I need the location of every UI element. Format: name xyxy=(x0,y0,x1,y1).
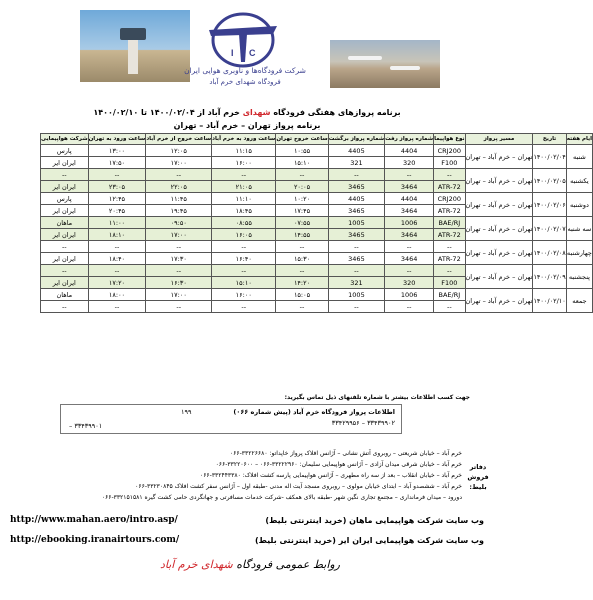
time-cell: ۲۳:۰۵ xyxy=(88,181,146,193)
time-cell: ۱۸:۰۰ xyxy=(88,289,146,301)
flight-return-cell: 3465 xyxy=(328,253,384,265)
aircraft-cell: F100 xyxy=(434,157,465,169)
time-cell: ۲۲:۰۵ xyxy=(146,181,212,193)
time-cell: ۱۷:۲۰ xyxy=(88,277,146,289)
time-cell: -- xyxy=(88,241,146,253)
flight-return-cell: 3465 xyxy=(328,229,384,241)
aircraft-cell: CRJ200 xyxy=(434,145,465,157)
aircraft-cell: ATR-72 xyxy=(434,205,465,217)
table-row xyxy=(41,145,593,157)
airline-cell: ماهان xyxy=(41,217,89,229)
time-cell: ۱۷:۰۰ xyxy=(146,289,212,301)
website-label: وب سایت شرکت هواپیمایی ماهان (خرید اینترنتی بلیط) xyxy=(265,515,484,525)
airport-tower-photo xyxy=(80,10,190,82)
flight-out-cell: -- xyxy=(385,265,434,277)
schedule-title: برنامه پروازهای هفتگی فرودگاه شهدای خرم آباد از ۱۴۰۰/۰۲/۰۴ تا ۱۴۰۰/۰۲/۱۰ xyxy=(93,108,401,117)
time-cell: ۰۸:۵۵ xyxy=(212,217,276,229)
footer-signature: روابط عمومی فرودگاه شهدای خرم آباد xyxy=(159,558,340,571)
aircraft-cell: -- xyxy=(434,169,465,181)
airline-cell: پارس xyxy=(41,193,89,205)
route-cell: تهران – خرم آباد – تهران xyxy=(465,217,533,241)
time-cell: -- xyxy=(88,265,146,277)
airplane-icon xyxy=(390,66,420,70)
time-cell: -- xyxy=(276,241,328,253)
office-line: خرم آباد – خیابان شریعتی – روبروی آتش نشانی – آژانس افلاک پرواز خاپداتو: ۳۳۲۲۶۶۸۰-۰۶۶ xyxy=(229,450,462,457)
column-header: شماره پرواز رفت xyxy=(385,134,434,145)
table-row xyxy=(41,241,593,253)
table-row xyxy=(41,217,593,229)
day-cell: دوشنبه xyxy=(566,193,592,217)
time-cell: ۱۷:۴۵ xyxy=(276,205,328,217)
airline-cell: ایران ایر xyxy=(41,253,89,265)
flight-out-cell: 1006 xyxy=(385,289,434,301)
offices-label: دفاتر فروش بلیط: xyxy=(467,463,489,491)
column-header: نوع هواپیما xyxy=(434,134,465,145)
aircraft-cell: -- xyxy=(434,301,465,313)
column-header: ساعت خروج از خرم آباد xyxy=(146,134,212,145)
flight-return-cell: 4405 xyxy=(328,145,384,157)
office-line: خرم آباد – ششصدو آباد – ابتدای خیابان مولوی – روبروی مسجد آیت اله مدنی -طبقه اول – آژانس سفر کشت افلاک ۳۳۲۳۰۸۴۵-۰۶۶ xyxy=(135,483,462,490)
flight-info-box xyxy=(60,404,402,434)
control-tower-icon xyxy=(120,28,146,74)
time-cell: -- xyxy=(212,241,276,253)
flight-return-cell: -- xyxy=(328,265,384,277)
day-cell: چهارشنبه xyxy=(566,241,592,265)
info-code: ۱۹۹ xyxy=(181,408,192,416)
aircraft-cell: BAE/RJ xyxy=(434,217,465,229)
route-cell: تهران – خرم آباد – تهران xyxy=(465,169,533,193)
time-cell: ۱۱:۰۰ xyxy=(88,217,146,229)
time-cell: ۱۸:۴۵ xyxy=(212,205,276,217)
day-cell: شنبه xyxy=(566,145,592,169)
airline-cell: ماهان xyxy=(41,289,89,301)
airline-cell: ایران ایر xyxy=(41,229,89,241)
table-row xyxy=(41,193,593,205)
time-cell: ۱۴:۵۵ xyxy=(276,229,328,241)
time-cell: ۱۷:۰۰ xyxy=(146,229,212,241)
route-title: برنامه پرواز تهران – خرم آباد – تهران xyxy=(173,121,321,130)
route-cell: تهران – خرم آباد – تهران xyxy=(465,145,533,169)
airline-cell: ایران ایر xyxy=(41,205,89,217)
airline-cell: ایران ایر xyxy=(41,277,89,289)
time-cell: ۱۱:۱۵ xyxy=(212,145,276,157)
time-cell: ۲۰:۴۵ xyxy=(88,205,146,217)
time-cell: ۱۶:۰۰ xyxy=(212,289,276,301)
flight-out-cell: 320 xyxy=(385,277,434,289)
day-cell: جمعه xyxy=(566,289,592,313)
time-cell: ۱۲:۰۵ xyxy=(146,145,212,157)
time-cell: ۱۷:۰۰ xyxy=(146,157,212,169)
sales-offices-list xyxy=(10,448,462,503)
flight-return-cell: 321 xyxy=(328,277,384,289)
aircraft-cell: -- xyxy=(434,265,465,277)
aircraft-cell: -- xyxy=(434,241,465,253)
website-row xyxy=(10,530,484,550)
route-cell: تهران – خرم آباد – تهران xyxy=(465,241,533,265)
time-cell: ۱۴:۲۰ xyxy=(276,277,328,289)
flight-return-cell: 1005 xyxy=(328,217,384,229)
flight-out-cell: 3464 xyxy=(385,253,434,265)
table-row xyxy=(41,169,593,181)
time-cell: -- xyxy=(276,301,328,313)
time-cell: ۱۵:۳۰ xyxy=(276,253,328,265)
time-cell: ۱۲:۴۵ xyxy=(88,193,146,205)
aircraft-cell: CRJ200 xyxy=(434,193,465,205)
date-cell: ۱۴۰۰/۰۲/۰۶ xyxy=(533,193,566,217)
websites-list xyxy=(10,510,484,550)
svg-text:C: C xyxy=(249,48,256,58)
route-cell: تهران – خرم آباد – تهران xyxy=(465,193,533,217)
flight-out-cell: 3464 xyxy=(385,229,434,241)
info-phone: ۳۳۴۳۹۹۰۲ – ۳۳۴۲۹۹۵۶ xyxy=(331,419,395,427)
time-cell: ۱۶:۰۵ xyxy=(212,229,276,241)
office-line: دورود – میدان فرمانداری – مجتمع تجاری نگین شهر -طبقه بالای همکف -شرکت خدمات مسافرتی و جهانگردی حامی کشت گیره ۳۳۲۱۵۱۵۸۱-۰۶۶ xyxy=(101,494,462,501)
column-header: شرکت هواپیمایی xyxy=(41,134,89,145)
airline-cell: -- xyxy=(41,265,89,277)
date-cell: ۱۴۰۰/۰۲/۱۰ xyxy=(533,289,566,313)
time-cell: ۱۶:۳۰ xyxy=(146,277,212,289)
aircraft-cell: F100 xyxy=(434,277,465,289)
date-cell: ۱۴۰۰/۰۲/۰۸ xyxy=(533,241,566,265)
time-cell: ۱۱:۱۰ xyxy=(212,193,276,205)
time-cell: ۱۹:۴۵ xyxy=(146,205,212,217)
route-cell: تهران – خرم آباد – تهران xyxy=(465,265,533,289)
column-header: ایام هفته xyxy=(566,134,592,145)
flight-out-cell: 1006 xyxy=(385,217,434,229)
time-cell: ۱۵:۱۰ xyxy=(276,157,328,169)
time-cell: -- xyxy=(276,265,328,277)
column-header: ساعت ورود به خرم آباد xyxy=(212,134,276,145)
time-cell: -- xyxy=(88,301,146,313)
time-cell: ۱۶:۴۰ xyxy=(212,253,276,265)
flight-return-cell: 3465 xyxy=(328,181,384,193)
day-cell: یکشنبه xyxy=(566,169,592,193)
airplane-icon xyxy=(348,56,382,60)
day-cell: سه شنبه xyxy=(566,217,592,241)
website-label: وب سایت شرکت هواپیمایی ایران ایر (خرید اینترنتی بلیط) xyxy=(254,535,484,545)
flight-return-cell: 321 xyxy=(328,157,384,169)
flight-return-cell: 1005 xyxy=(328,289,384,301)
flight-out-cell: -- xyxy=(385,169,434,181)
time-cell: -- xyxy=(146,265,212,277)
runway-photo xyxy=(330,40,440,88)
time-cell: -- xyxy=(146,241,212,253)
time-cell: ۲۰:۰۵ xyxy=(276,181,328,193)
website-link[interactable]: http://ebooking.iranairtours.com/ xyxy=(10,535,180,545)
contact-note: جهت کسب اطلاعات بیشتر با شماره تلفنهای ذیل تماس بگیرید: xyxy=(284,394,470,401)
airline-cell: -- xyxy=(41,241,89,253)
aircraft-cell: ATR-72 xyxy=(434,181,465,193)
time-cell: ۱۷:۳۰ xyxy=(146,253,212,265)
airline-cell: -- xyxy=(41,301,89,313)
flight-return-cell: 3465 xyxy=(328,205,384,217)
flight-out-cell: 320 xyxy=(385,157,434,169)
flight-return-cell: 4405 xyxy=(328,193,384,205)
time-cell: ۰۹:۵۰ xyxy=(146,217,212,229)
flight-return-cell: -- xyxy=(328,169,384,181)
flight-return-cell: -- xyxy=(328,241,384,253)
time-cell: -- xyxy=(146,169,212,181)
column-header: شماره پرواز برگشت xyxy=(328,134,384,145)
time-cell: ۱۰:۲۰ xyxy=(276,193,328,205)
aircraft-cell: ATR-72 xyxy=(434,253,465,265)
date-cell: ۱۴۰۰/۰۲/۰۵ xyxy=(533,169,566,193)
aircraft-cell: BAE/RJ xyxy=(434,289,465,301)
route-cell: تهران – خرم آباد – تهران xyxy=(465,289,533,313)
date-cell: ۱۴۰۰/۰۲/۰۹ xyxy=(533,265,566,289)
column-header: ساعت خروج تهران xyxy=(276,134,328,145)
flight-out-cell: 3464 xyxy=(385,181,434,193)
airline-cell: پارس xyxy=(41,145,89,157)
flight-out-cell: 4404 xyxy=(385,193,434,205)
website-row xyxy=(10,510,484,530)
time-cell: -- xyxy=(212,169,276,181)
flight-out-cell: -- xyxy=(385,241,434,253)
time-cell: -- xyxy=(212,265,276,277)
flight-out-cell: 4404 xyxy=(385,145,434,157)
time-cell: ۱۵:۱۰ xyxy=(212,277,276,289)
time-cell: ۱۸:۴۰ xyxy=(88,253,146,265)
time-cell: -- xyxy=(212,301,276,313)
time-cell: ۲۱:۰۵ xyxy=(212,181,276,193)
day-cell: پنجشنبه xyxy=(566,265,592,289)
org-name: شرکت فرودگاه‌ها و ناوبری هوایی ایران xyxy=(184,66,306,75)
column-header: ساعت ورود به تهران xyxy=(88,134,146,145)
table-row xyxy=(41,265,593,277)
date-cell: ۱۴۰۰/۰۲/۰۴ xyxy=(533,145,566,169)
flight-return-cell: -- xyxy=(328,301,384,313)
website-link[interactable]: http://www.mahan.aero/intro.asp/ xyxy=(10,515,178,525)
org-subtitle: فرودگاه شهدای خرم آباد xyxy=(209,78,281,86)
airline-cell: ایران ایر xyxy=(41,157,89,169)
flight-out-cell: 3464 xyxy=(385,205,434,217)
time-cell: -- xyxy=(276,169,328,181)
time-cell: ۰۷:۵۵ xyxy=(276,217,328,229)
column-header: تاریخ xyxy=(533,134,566,145)
time-cell: ۱۷:۵۰ xyxy=(88,157,146,169)
info-phone: ۳۳۴۳۹۹۰۱ – xyxy=(69,422,103,430)
flight-out-cell: -- xyxy=(385,301,434,313)
office-line: خرم آباد – خیابان شرقی میدان آزادی – آژانس هواپیمایی سلیمان: ۳۳۲۲۲۹۶۰-۰۶۶ – ۳۳۲۲۰۶۰۰-۰۶۶ xyxy=(215,461,462,468)
time-cell: ۱۵:۰۵ xyxy=(276,289,328,301)
airline-cell: -- xyxy=(41,169,89,181)
table-row xyxy=(41,289,593,301)
svg-text:I: I xyxy=(231,48,234,58)
date-cell: ۱۴۰۰/۰۲/۰۷ xyxy=(533,217,566,241)
time-cell: ۱۶:۰۰ xyxy=(212,157,276,169)
time-cell: -- xyxy=(88,169,146,181)
flight-schedule-table xyxy=(40,133,593,313)
office-line: خرم آباد – خیابان انقلاب – بعد از سه راه مطهری – آژانس هواپیمایی پارسه کشت افلاک: ۳۳۲۴۴۳۳۸۰-۰۶۶ xyxy=(199,472,462,479)
column-header: مسیر پرواز xyxy=(465,134,533,145)
time-cell: ۱۸:۱۰ xyxy=(88,229,146,241)
time-cell: ۱۰:۵۵ xyxy=(276,145,328,157)
airline-cell: ایران ایر xyxy=(41,181,89,193)
time-cell: ۱۱:۴۵ xyxy=(146,193,212,205)
info-heading: اطلاعات پرواز فرودگاه خرم آباد (پیش شماره ۰۶۶) xyxy=(233,408,395,416)
aircraft-cell: ATR-72 xyxy=(434,229,465,241)
time-cell: -- xyxy=(146,301,212,313)
time-cell: ۱۳:۰۰ xyxy=(88,145,146,157)
